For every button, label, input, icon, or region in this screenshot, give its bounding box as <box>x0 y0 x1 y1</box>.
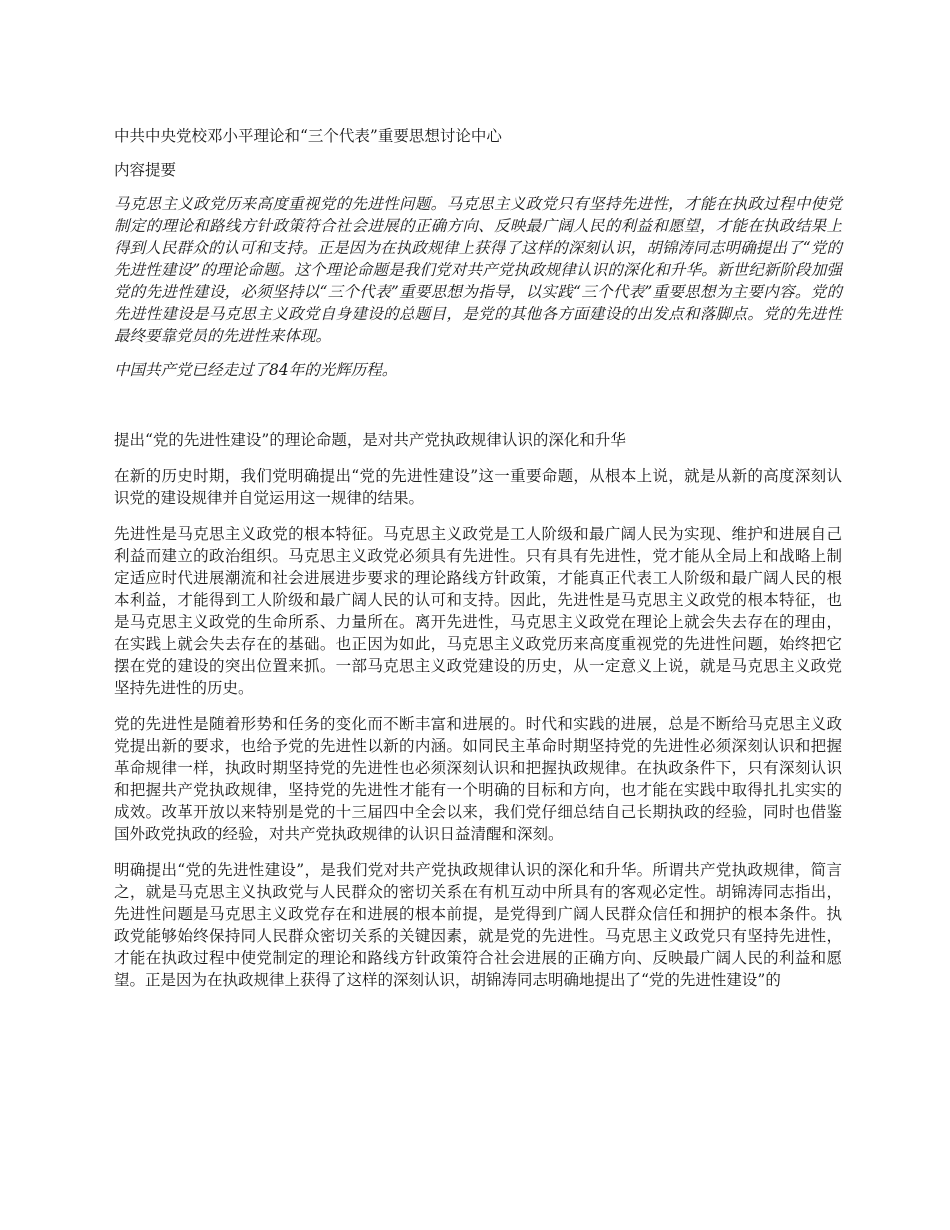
source-line: 中共中央党校邓小平理论和“三个代表”重要思想讨论中心 <box>114 127 502 145</box>
abstract-closing: 中国共产党已经走过了84年的光辉历程。 <box>114 361 398 379</box>
body-paragraph: 明确提出“党的先进性建设”，是我们党对共产党执政规律认识的深化和升华。所谓共产党执政规律，简言之，就是马克思主义执政党与人民群众的密切关系在有机互动中所具有的客观必定性。胡锦涛同志指出，先进性问题是马克思主义政党存在和进展的根本前提，是党得到广阔人民群众信任和拥护的根本条件。执政党能够始终保持同人民群众密切关系的关键因素，就是党的先进性。马克思主义政党只有坚持先进性，才能在执政过程中使党制定的理论和路线方针政策符合社会进展的正确方向、反映最广阔人民的利益和愿望。正是因为在执政规律上获得了这样的深刻认识，胡锦涛同志明确地提出了“党的先进性建设”的 <box>114 861 842 989</box>
body-paragraph: 党的先进性是随着形势和任务的变化而不断丰富和进展的。时代和实践的进展，总是不断给马克思主义政党提出新的要求，也给予党的先进性以新的内涵。如同民主革命时期坚持党的先进性必须深刻认识和把握革命规律一样，执政时期坚持党的先进性也必须深刻认识和把握执政规律。在执政条件下，只有深刻认识和把握共产党执政规律，坚持党的先进性才能有一个明确的目标和方向，也才能在实践中取得扎扎实实的成效。改革开放以来特别是党的十三届四中全会以来，我们党仔细总结自己长期执政的经验，同时也借鉴国外政党执政的经验，对共产党执政规律的认识日益清醒和深刻。 <box>114 715 842 843</box>
body-paragraph: 在新的历史时期，我们党明确提出“党的先进性建设”这一重要命题，从根本上说，就是从新的高度深刻认识党的建设规律并自觉运用这一规律的结果。 <box>114 467 842 507</box>
abstract-text: 马克思主义政党历来高度重视党的先进性问题。马克思主义政党只有坚持先进性，才能在执政过程中使党制定的理论和路线方针政策符合社会进展的正确方向、反映最广阔人民的利益和愿望，才能在执政结果上得到人民群众的认可和支持。正是因为在执政规律上获得了这样的深刻认识，胡锦涛同志明确提出了“党的先进性建设”的理论命题。这个理论命题是我们党对共产党执政规律认识的深化和升华。新世纪新阶段加强党的先进性建设，必须坚持以“三个代表”重要思想为指导，以实践“三个代表”重要思想为主要内容。党的先进性建设是马克思主义政党自身建设的总题目，是党的其他各方面建设的出发点和落脚点。党的先进性最终要靠党员的先进性来体现。 <box>114 195 842 345</box>
body-paragraph: 先进性是马克思主义政党的根本特征。马克思主义政党是工人阶级和最广阔人民为实现、维护和进展自己利益而建立的政治组织。马克思主义政党必须具有先进性。只有具有先进性，党才能从全局上和战略上制定适应时代进展潮流和社会进展进步要求的理论路线方针政策，才能真正代表工人阶级和最广阔人民的根本利益，才能得到工人阶级和最广阔人民的认可和支持。因此，先进性是马克思主义政党的根本特征，也是马克思主义政党的生命所系、力量所在。离开先进性，马克思主义政党在理论上就会失去存在的理由，在实践上就会失去存在的基础。也正因为如此，马克思主义政党历来高度重视党的先进性问题，始终把它摆在党的建设的突出位置来抓。一部马克思主义政党建设的历史，从一定意义上说，就是马克思主义政党坚持先进性的历史。 <box>114 525 842 697</box>
abstract-heading: 内容提要 <box>114 161 177 179</box>
document-page <box>114 125 842 991</box>
section-heading: 提出“党的先进性建设”的理论命题，是对共产党执政规律认识的深化和升华 <box>114 431 626 449</box>
